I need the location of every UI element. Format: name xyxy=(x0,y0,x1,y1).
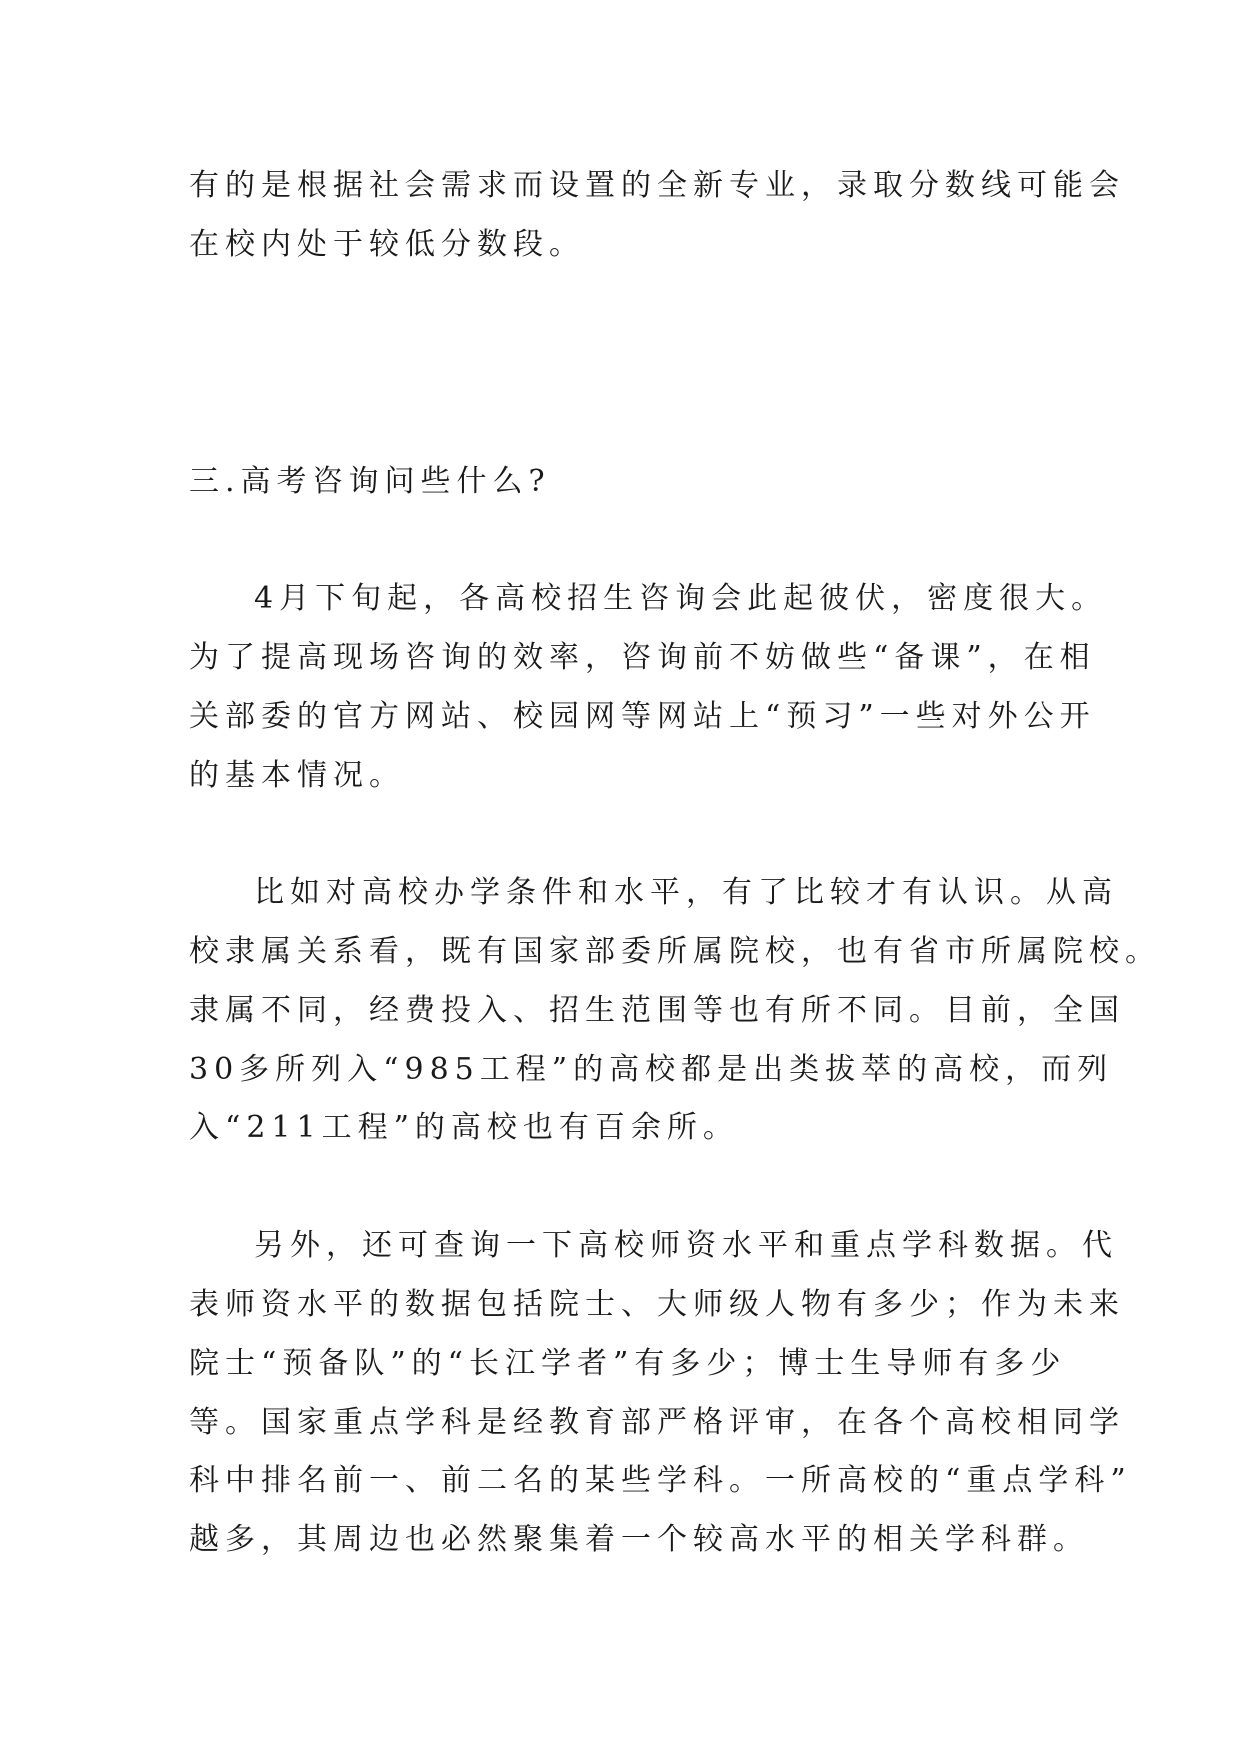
paragraph-line: 隶属不同，经费投入、招生范围等也有所不同。目前，全国 xyxy=(189,993,1125,1028)
paragraph-line: 的基本情况。 xyxy=(189,758,405,793)
section-heading: 三.高考咨询问些什么? xyxy=(189,464,551,499)
paragraph-line: 科中排名前一、前二名的某些学科。一所高校的“重点学科” xyxy=(189,1463,1132,1498)
paragraph-line: 30多所列入“985工程”的高校都是出类拔萃的高校，而列 xyxy=(189,1052,1114,1087)
paragraph-line: 另外，还可查询一下高校师资水平和重点学科数据。代 xyxy=(254,1228,1118,1263)
paragraph-line: 校隶属关系看，既有国家部委所属院校，也有省市所属院校。 xyxy=(189,934,1161,969)
paragraph-line: 院士“预备队”的“长江学者”有多少；博士生导师有多少 xyxy=(189,1346,1067,1381)
paragraph-line: 越多，其周边也必然聚集着一个较高水平的相关学科群。 xyxy=(189,1522,1089,1557)
paragraph-line: 表师资水平的数据包括院士、大师级人物有多少；作为未来 xyxy=(189,1287,1125,1322)
paragraph-line: 比如对高校办学条件和水平，有了比较才有认识。从高 xyxy=(254,875,1118,910)
paragraph-line: 等。国家重点学科是经教育部严格评审，在各个高校相同学 xyxy=(189,1405,1125,1440)
continuation-line: 有的是根据社会需求而设置的全新专业，录取分数线可能会 xyxy=(189,168,1125,203)
paragraph-line: 关部委的官方网站、校园网等网站上“预习”一些对外公开 xyxy=(189,699,1096,734)
paragraph-line: 为了提高现场咨询的效率，咨询前不妨做些“备课”，在相 xyxy=(189,640,1096,675)
continuation-line: 在校内处于较低分数段。 xyxy=(189,227,585,262)
paragraph-line: 入“211工程”的高校也有百余所。 xyxy=(189,1110,739,1145)
paragraph-line: 4月下旬起，各高校招生咨询会此起彼伏，密度很大。 xyxy=(254,581,1108,616)
